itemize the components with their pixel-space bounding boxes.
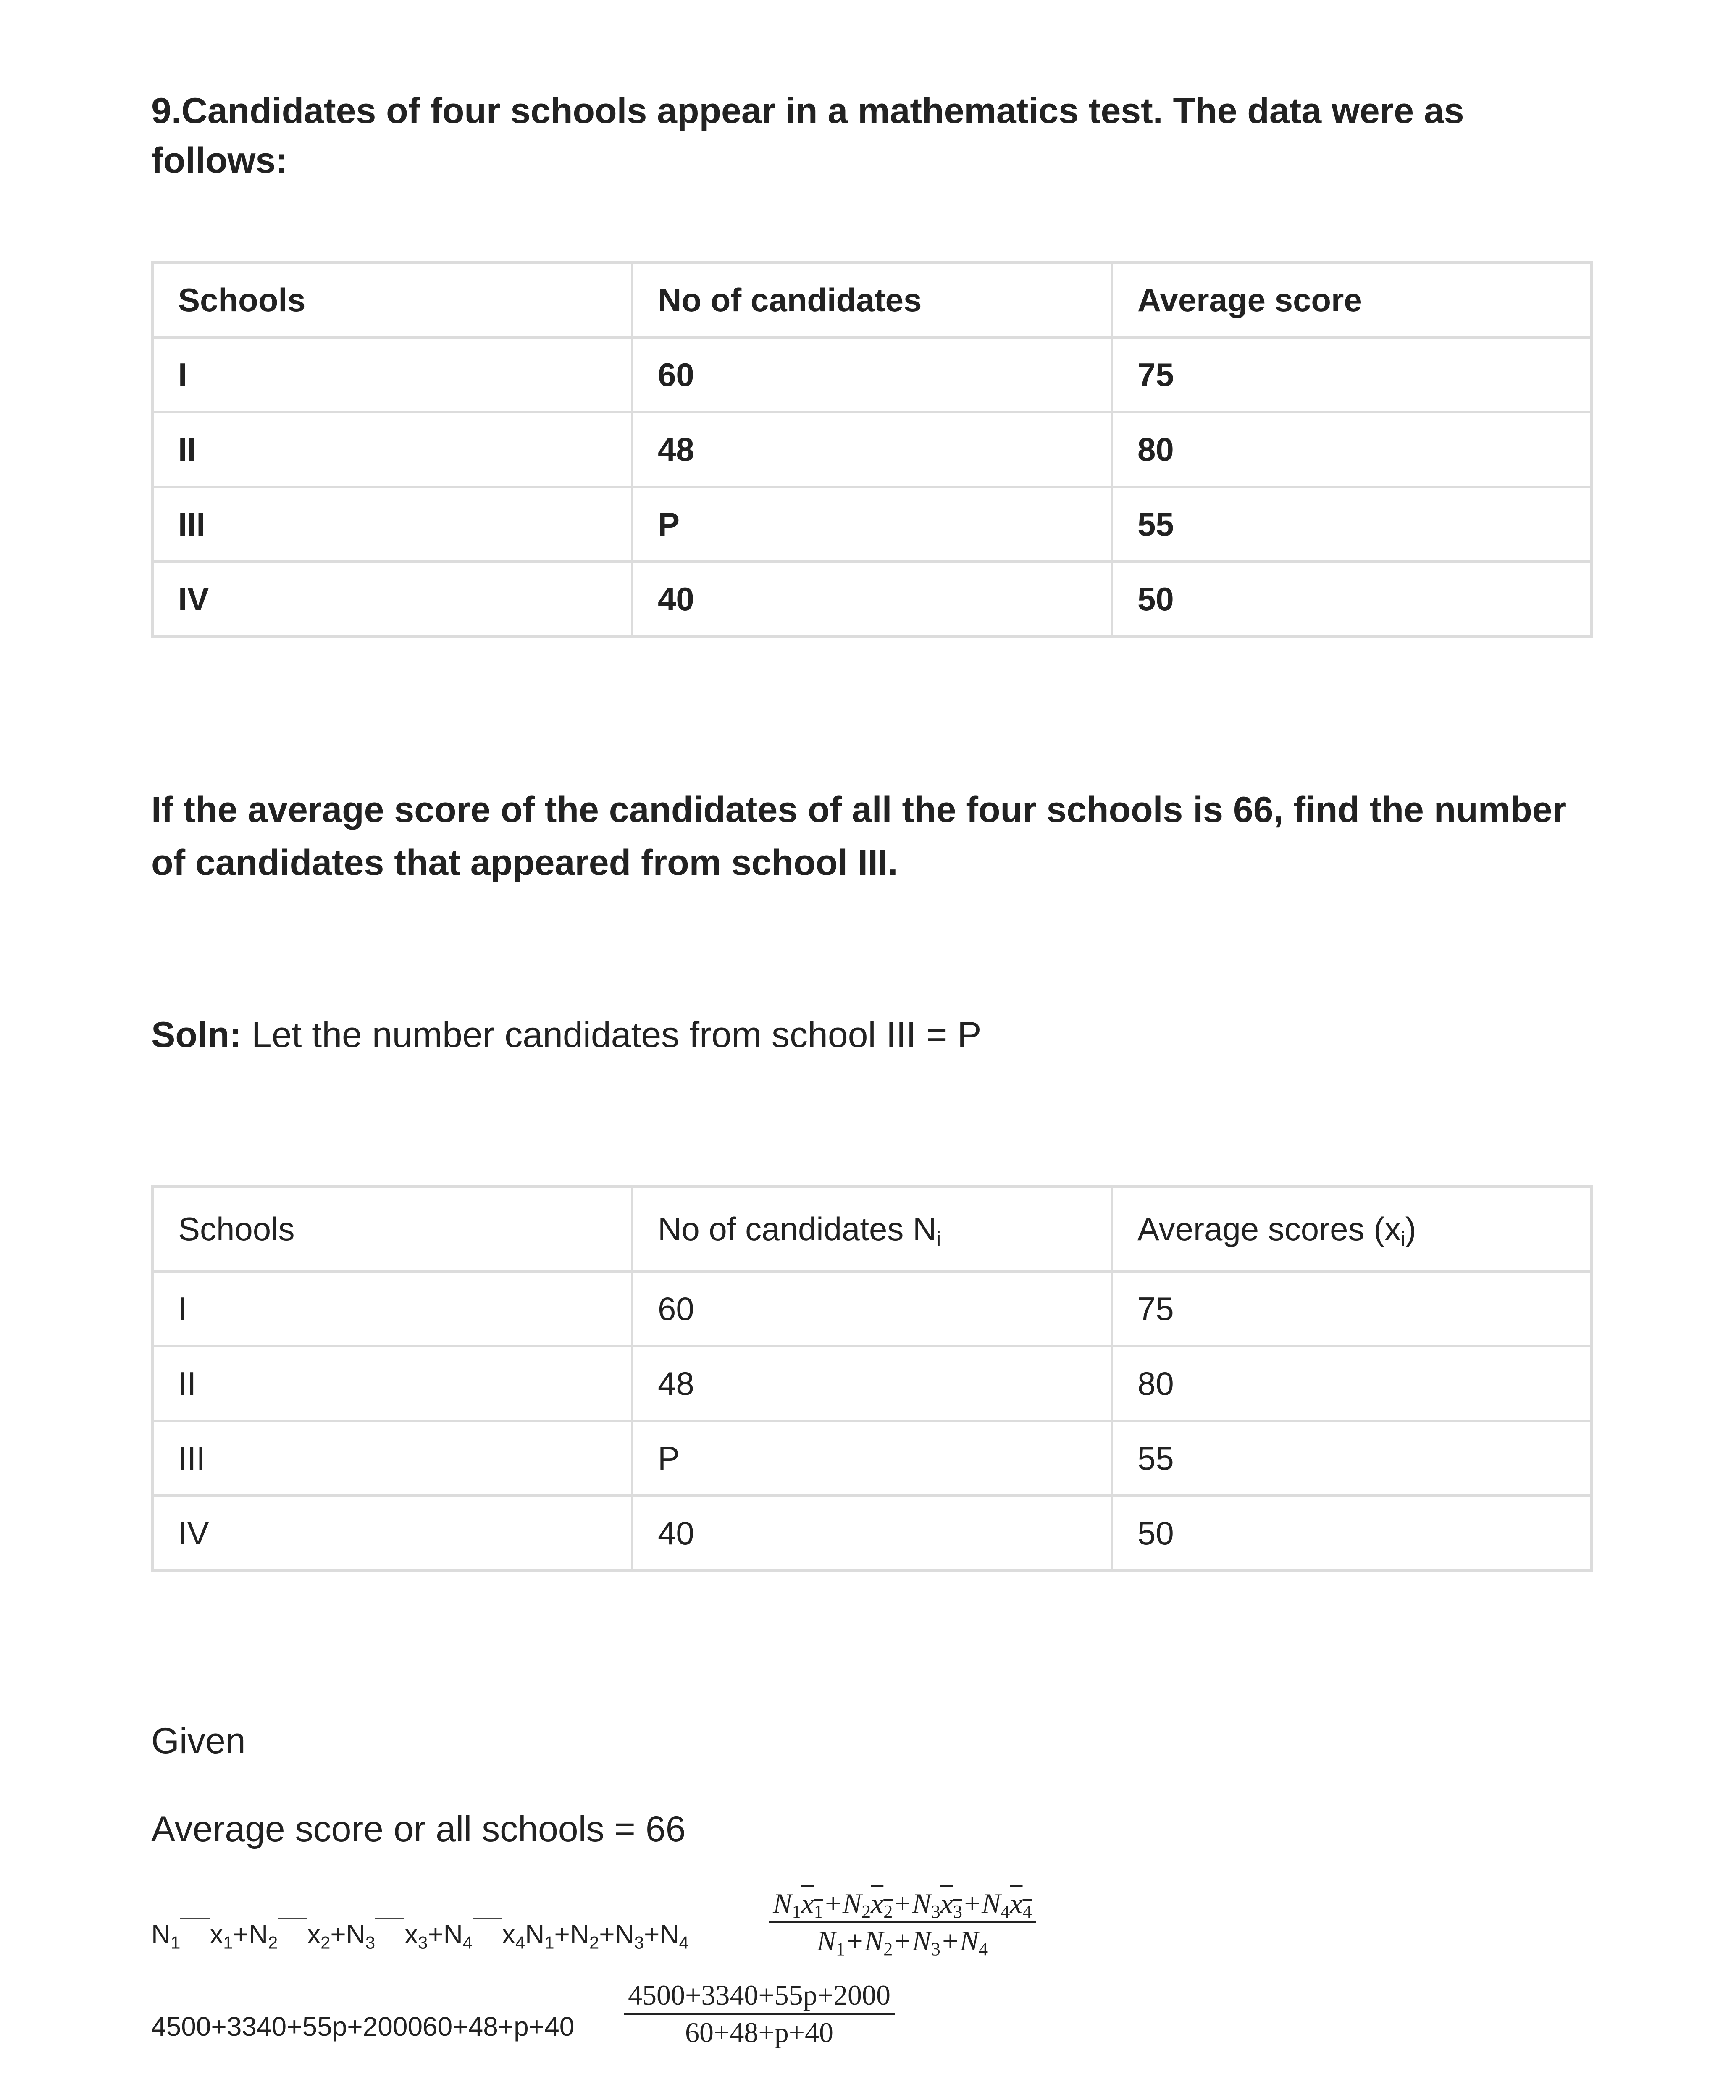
equation-1-fraction xyxy=(769,1886,1036,1958)
subscript: 2 xyxy=(268,1932,278,1953)
question-text: If the average score of the candidates of all the four schools is 66, find the number of candidates that appeared from school III. xyxy=(151,790,1567,883)
table-row xyxy=(152,487,1592,562)
fraction-numerator: 4500+3340+55p+2000 xyxy=(624,1977,895,2015)
equation-1-inline xyxy=(151,1917,689,1951)
solution-label: Soln: xyxy=(151,1015,242,1055)
table-row xyxy=(152,1271,1592,1346)
eq-term: x xyxy=(307,1919,321,1949)
eq-term: +N xyxy=(428,1919,463,1949)
table-row xyxy=(152,1346,1592,1421)
eq-term: x xyxy=(404,1919,418,1949)
table-row xyxy=(152,562,1592,636)
table-header-cell: No of candidates xyxy=(632,262,1112,337)
eq-term: N xyxy=(525,1919,545,1949)
eq-term: +N xyxy=(599,1919,634,1949)
table-header-cell xyxy=(632,1186,1112,1271)
table-cell: I xyxy=(152,1271,632,1346)
table-cell: III xyxy=(152,487,632,562)
eq-term: x xyxy=(502,1919,515,1949)
table-header-row xyxy=(152,262,1592,337)
table-cell: 48 xyxy=(632,1346,1112,1421)
table-cell: I xyxy=(152,337,632,412)
overline-mark xyxy=(180,1918,210,1919)
subscript: 2 xyxy=(589,1932,599,1953)
table-cell: 55 xyxy=(1112,487,1592,562)
header-text: No of candidates N xyxy=(658,1210,937,1247)
table-cell: 40 xyxy=(632,1496,1112,1570)
equation-2-fraction xyxy=(624,1977,895,2050)
eq-term: +N xyxy=(330,1919,365,1949)
table-cell: IV xyxy=(152,562,632,636)
table-cell: 48 xyxy=(632,412,1112,487)
table-cell: 80 xyxy=(1112,1346,1592,1421)
fraction-denominator: $N_1+N_2+N_3+N_4$ xyxy=(817,1925,988,1960)
overline-mark xyxy=(278,1918,307,1919)
table-cell: 80 xyxy=(1112,412,1592,487)
table-cell: 60 xyxy=(632,1271,1112,1346)
problem-title: 9.Candidates of four schools appear in a mathematics test. The data were as follows: xyxy=(151,91,1464,181)
solution-text: Let the number candidates from school III = P xyxy=(241,1015,982,1055)
data-table xyxy=(151,261,1593,638)
table-row xyxy=(152,1496,1592,1570)
table-cell: P xyxy=(632,487,1112,562)
eq-term: N xyxy=(151,1919,171,1949)
fraction-numerator: $N_1x_1+N_2x_2+N_3x_3+N_4x_4$ xyxy=(769,1886,1036,1923)
table-cell: 50 xyxy=(1112,1496,1592,1570)
table-cell: 50 xyxy=(1112,562,1592,636)
given-label: Given xyxy=(151,1721,246,1761)
overline-mark xyxy=(375,1918,404,1919)
table-cell: II xyxy=(152,412,632,487)
table-header-cell: Schools xyxy=(152,1186,632,1271)
subscript: 3 xyxy=(418,1932,428,1953)
table-cell: 60 xyxy=(632,337,1112,412)
given-average: Average score or all schools = 66 xyxy=(151,1809,686,1849)
table-cell: III xyxy=(152,1421,632,1496)
solution-intro xyxy=(151,1010,1588,1060)
subscript: 3 xyxy=(365,1932,376,1953)
subscript: 4 xyxy=(679,1932,689,1953)
header-text: ) xyxy=(1405,1210,1416,1247)
subscript: 1 xyxy=(223,1932,233,1953)
eq-term: +N xyxy=(233,1919,268,1949)
table-header-row xyxy=(152,1186,1592,1271)
table-cell: IV xyxy=(152,1496,632,1570)
table-cell: 75 xyxy=(1112,1271,1592,1346)
subscript: 2 xyxy=(320,1932,331,1953)
table-header-cell: Schools xyxy=(152,262,632,337)
table-cell: 55 xyxy=(1112,1421,1592,1496)
table-row xyxy=(152,337,1592,412)
subscript: i xyxy=(936,1228,941,1251)
overline-mark xyxy=(473,1918,502,1919)
header-text: Average scores (x xyxy=(1137,1210,1401,1247)
table-cell: 40 xyxy=(632,562,1112,636)
subscript: 3 xyxy=(634,1932,644,1953)
table-header-cell: Average score xyxy=(1112,262,1592,337)
subscript: i xyxy=(1401,1228,1405,1251)
eq-term: +N xyxy=(554,1919,590,1949)
eq-term: x xyxy=(210,1919,223,1949)
subscript: 1 xyxy=(171,1932,181,1953)
subscript: 4 xyxy=(515,1932,525,1953)
fraction-denominator: 60+48+p+40 xyxy=(685,2016,834,2048)
subscript: 1 xyxy=(544,1932,554,1953)
table-cell: P xyxy=(632,1421,1112,1496)
subscript: 4 xyxy=(462,1932,473,1953)
solution-table xyxy=(151,1185,1593,1572)
table-cell: II xyxy=(152,1346,632,1421)
eq-term: +N xyxy=(643,1919,679,1949)
table-row xyxy=(152,1421,1592,1496)
table-row xyxy=(152,412,1592,487)
equation-2-inline: 4500+3340+55p+200060+48+p+40 xyxy=(151,2011,575,2042)
table-cell: 75 xyxy=(1112,337,1592,412)
table-header-cell xyxy=(1112,1186,1592,1271)
